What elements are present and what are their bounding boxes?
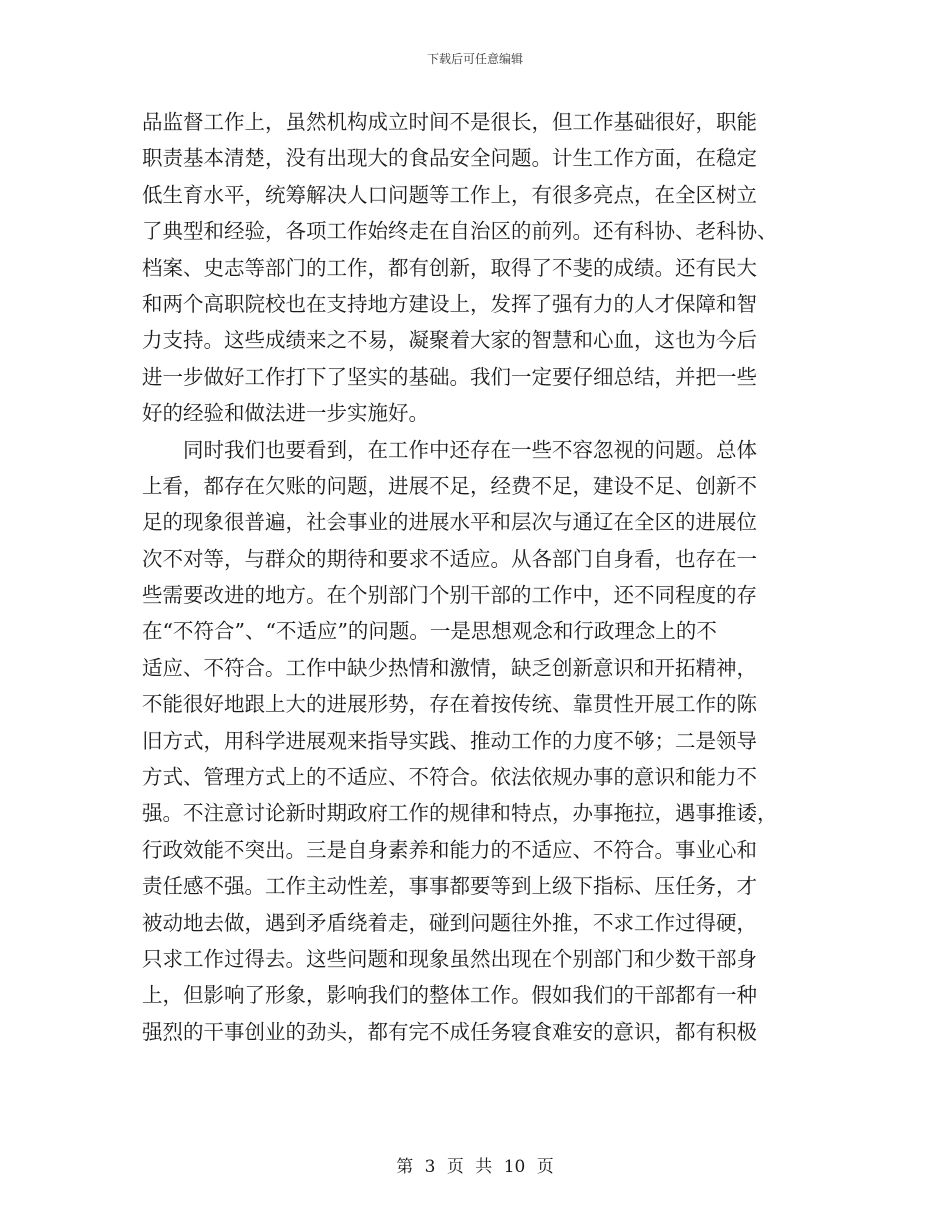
text-line: 档案、史志等部门的工作，都有创新，取得了不斐的成绩。还有民大 [142, 255, 757, 280]
text-line: 进一步做好工作打下了坚实的基础。我们一定要仔细总结，并把一些 [142, 364, 757, 389]
text-line: 行政效能不突出。三是自身素养和能力的不适应、不符合。事业心和 [142, 837, 757, 862]
text-line: 方式、管理方式上的不适应、不符合。依法依规办事的意识和能力不 [142, 765, 757, 790]
text-line: 只求工作过得去。这些问题和现象虽然出现在个别部门和少数干部身 [142, 946, 757, 971]
paragraph [142, 432, 810, 1051]
text-line: 同时我们也要看到，在工作中还存在一些不容忽视的问题。总体 [183, 437, 757, 462]
text-line: 上看，都存在欠账的问题，进展不足，经费不足，建设不足、创新不 [142, 473, 757, 498]
page-header: 下载后可任意编辑 [426, 52, 523, 66]
text-line: 些需要改进的地方。在个别部门个别干部的工作中，还不同程度的存 [142, 583, 757, 608]
text-line: 职责基本清楚，没有出现大的食品安全问题。计生工作方面，在稳定 [142, 146, 757, 171]
text-line: 在“不符合”、“不适应”的问题。一是思想观念和行政理念上的不 [142, 619, 717, 644]
text-line: 责任感不强。工作主动性差，事事都要等到上级下指标、压任务，才 [142, 874, 757, 899]
text-line: 足的现象很普遍，社会事业的进展水平和层次与通辽在全区的进展位 [142, 510, 757, 535]
page-footer: 第 3 页 共 10 页 [396, 1157, 554, 1177]
text-line: 强烈的干事创业的劲头，都有完不成任务寝食难安的意识，都有积极 [142, 1019, 757, 1044]
text-line: 好的经验和做法进一步实施好。 [142, 401, 429, 426]
text-line: 强。不注意讨论新时期政府工作的规律和特点，办事拖拉，遇事推诿， [142, 801, 778, 826]
text-line: 适应、不符合。工作中缺少热情和激情，缺乏创新意识和开拓精神， [142, 655, 757, 680]
text-line: 旧方式，用科学进展观来指导实践、推动工作的力度不够；二是领导 [142, 728, 757, 753]
text-line: 力支持。这些成绩来之不易，凝聚着大家的智慧和心血，这也为今后 [142, 328, 757, 353]
text-line: 了典型和经验，各项工作始终走在自治区的前列。还有科协、老科协、 [142, 219, 778, 244]
paragraph [142, 104, 810, 432]
text-line: 次不对等，与群众的期待和要求不适应。从各部门自身看，也存在一 [142, 546, 757, 571]
text-line: 不能很好地跟上大的进展形势，存在着按传统、靠贯性开展工作的陈 [142, 692, 757, 717]
text-line: 低生育水平，统筹解决人口问题等工作上，有很多亮点，在全区树立 [142, 182, 757, 207]
document-body [142, 104, 810, 1050]
text-line: 上，但影响了形象，影响我们的整体工作。假如我们的干部都有一种 [142, 983, 757, 1008]
text-line: 被动地去做，遇到矛盾绕着走，碰到问题往外推，不求工作过得硬， [142, 910, 757, 935]
text-line: 和两个高职院校也在支持地方建设上，发挥了强有力的人才保障和智 [142, 291, 757, 316]
text-line: 品监督工作上，虽然机构成立时间不是很长，但工作基础很好，职能 [142, 110, 757, 134]
